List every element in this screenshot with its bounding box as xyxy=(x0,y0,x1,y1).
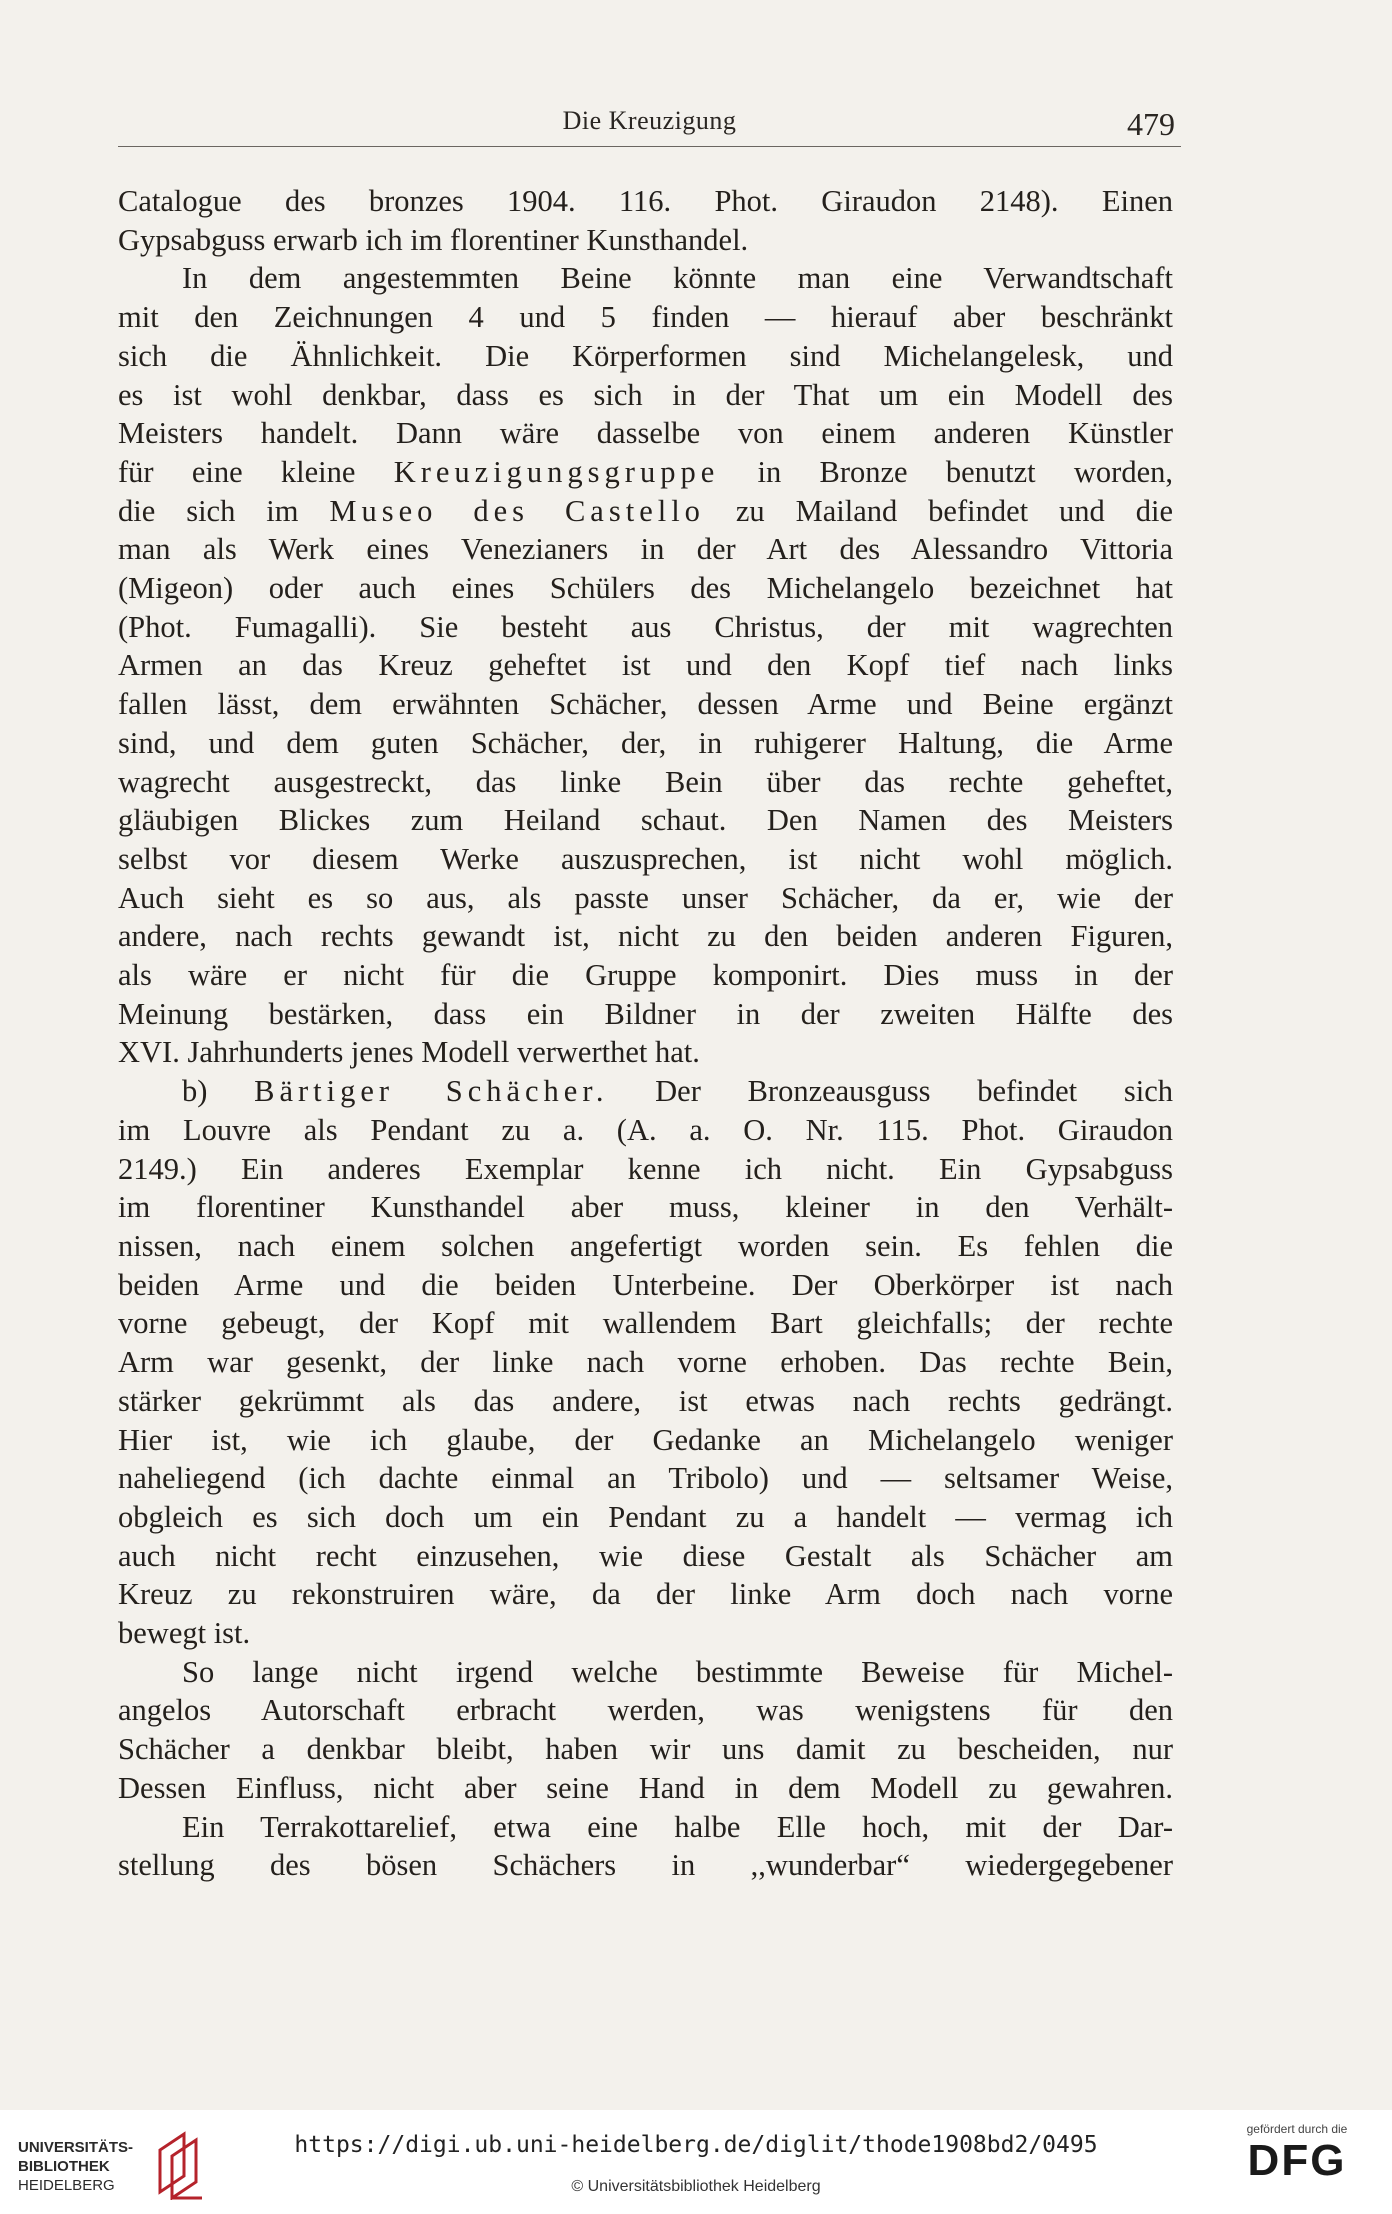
text-segment: für eine kleine xyxy=(118,454,394,489)
text-line: (Phot. Fumagalli). Sie besteht aus Christus, der mit wagrechten xyxy=(118,609,1173,644)
text-line: sich die Ähnlichkeit. Die Körperformen sind Michelangelesk, und xyxy=(118,338,1173,373)
text-line: stärker gekrümmt als das andere, ist etwas nach rechts gedrängt. xyxy=(118,1383,1173,1418)
text-line xyxy=(118,453,1173,492)
text-line: Ein Terrakottarelief, etwa eine halbe Elle hoch, mit der Dar- xyxy=(182,1809,1173,1844)
text-line: Catalogue des bronzes 1904. 116. Phot. Giraudon 2148). Einen xyxy=(118,184,1173,218)
page-number: 479 xyxy=(1127,106,1175,142)
text-line: andere, nach rechts gewandt ist, nicht zu den beiden anderen Figuren, xyxy=(118,919,1173,954)
text-segment: in Bronze benutzt worden, xyxy=(719,454,1173,489)
text-line: im Louvre als Pendant zu a. (A. a. O. Nr. 115. Phot. Giraudon xyxy=(118,1112,1173,1147)
text-line: 2149.) Ein anderes Exemplar kenne ich nicht. Ein Gypsabguss xyxy=(118,1151,1173,1186)
text-segment: b) xyxy=(182,1074,255,1109)
text-line: wagrecht ausgestreckt, das linke Bein über das rechte geheftet, xyxy=(118,764,1173,799)
library-name-line1: UNIVERSITÄTS- xyxy=(18,2139,134,2156)
library-name-line2: BIBLIOTHEK xyxy=(18,2158,110,2175)
page-header xyxy=(118,98,1181,147)
text-line: Kreuz zu rekonstruiren wäre, da der linke Arm doch nach vorne xyxy=(118,1577,1173,1612)
text-line: XVI. Jahrhunderts jenes Modell verwerthet hat. xyxy=(118,1035,700,1070)
text-line: im florentiner Kunsthandel aber muss, kleiner in den Verhält- xyxy=(118,1190,1173,1225)
text-line: man als Werk eines Venezianers in der Art des Alessandro Vittoria xyxy=(118,532,1173,567)
text-line: sind, und dem guten Schächer, der, in ruhigerer Haltung, die Arme xyxy=(118,725,1173,760)
spaced-emphasis: Kreuzigungsgruppe xyxy=(393,454,720,489)
text-line: Hier ist, wie ich glaube, der Gedanke an Michelangelo weniger xyxy=(118,1422,1173,1457)
text-line: fallen lässt, dem erwähnten Schächer, dessen Arme und Beine ergänzt xyxy=(118,687,1173,722)
spaced-emphasis: Bärtiger Schächer. xyxy=(254,1074,609,1109)
text-line: Arm war gesenkt, der linke nach vorne erhoben. Das rechte Bein, xyxy=(118,1345,1173,1380)
permalink-url[interactable]: https://digi.ub.uni-heidelberg.de/diglit/thode1908bd2/0495 xyxy=(294,2132,1098,2158)
text-line: Auch sieht es so aus, als passte unser Schächer, da er, wie der xyxy=(118,880,1173,915)
footer xyxy=(0,2110,1392,2214)
text-line: auch nicht recht einzusehen, wie diese Gestalt als Schächer am xyxy=(118,1538,1173,1573)
text-segment: zu Mailand befindet und die xyxy=(704,493,1173,528)
dfg-funded-by: gefördert durch die xyxy=(1246,2122,1348,2136)
text-line: gläubigen Blickes zum Heiland schaut. Den Namen des Meisters xyxy=(118,803,1173,838)
text-line: beiden Arme und die beiden Unterbeine. Der Oberkörper ist nach xyxy=(118,1267,1173,1302)
text-line: stellung des bösen Schächers in ,,wunderbar“ wiedergegebener xyxy=(118,1848,1173,1883)
text-line: nissen, nach einem solchen angefertigt worden sein. Es fehlen die xyxy=(118,1228,1173,1263)
text-line: So lange nicht irgend welche bestimmte Beweise für Michel- xyxy=(182,1654,1173,1689)
library-name-line3: HEIDELBERG xyxy=(18,2177,115,2194)
body-text xyxy=(118,182,1173,1885)
running-title: Die Kreuzigung xyxy=(562,106,737,135)
text-line: als wäre er nicht für die Gruppe komponirt. Dies muss in der xyxy=(118,958,1173,993)
text-line: naheliegend (ich dachte einmal an Tribolo) und — seltsamer Weise, xyxy=(118,1461,1173,1496)
copyright-notice: © Universitätsbibliothek Heidelberg xyxy=(571,2178,821,2195)
text-line: angelos Autorschaft erbracht werden, was wenigstens für den xyxy=(118,1693,1173,1728)
text-line: es ist wohl denkbar, dass es sich in der That um ein Modell des xyxy=(118,377,1173,412)
text-line: obgleich es sich doch um ein Pendant zu a handelt — vermag ich xyxy=(118,1499,1173,1534)
text-line: Dessen Einfluss, nicht aber seine Hand in dem Modell zu gewahren. xyxy=(118,1770,1173,1805)
dfg-logo-text: DFG xyxy=(1247,2136,1347,2185)
text-line: vorne gebeugt, der Kopf mit wallendem Bart gleichfalls; der rechte xyxy=(118,1306,1173,1341)
text-line: Meinung bestärken, dass ein Bildner in der zweiten Hälfte des xyxy=(118,996,1173,1031)
text-line: selbst vor diesem Werke auszusprechen, ist nicht wohl möglich. xyxy=(118,841,1173,876)
spaced-emphasis: Museo des Castello xyxy=(329,493,705,528)
text-line xyxy=(118,1072,1173,1111)
text-segment: die sich im xyxy=(118,493,330,528)
text-line: mit den Zeichnungen 4 und 5 finden — hierauf aber beschränkt xyxy=(118,300,1173,335)
text-line: Schächer a denkbar bleibt, haben wir uns damit zu bescheiden, nur xyxy=(118,1732,1173,1767)
text-line: In dem angestemmten Beine könnte man eine Verwandtschaft xyxy=(182,261,1173,296)
text-line: (Migeon) oder auch eines Schülers des Michelangelo bezeichnet hat xyxy=(118,571,1173,606)
text-line: Gypsabguss erwarb ich im florentiner Kunsthandel. xyxy=(118,222,749,257)
text-line: bewegt ist. xyxy=(118,1616,251,1651)
text-segment: Der Bronzeausguss befindet sich xyxy=(608,1074,1173,1109)
text-line: Meisters handelt. Dann wäre dasselbe von einem anderen Künstler xyxy=(118,416,1173,451)
text-line: Armen an das Kreuz geheftet ist und den Kopf tief nach links xyxy=(118,648,1173,683)
dfg-logo[interactable] xyxy=(1232,2122,1362,2202)
text-line xyxy=(118,492,1173,531)
